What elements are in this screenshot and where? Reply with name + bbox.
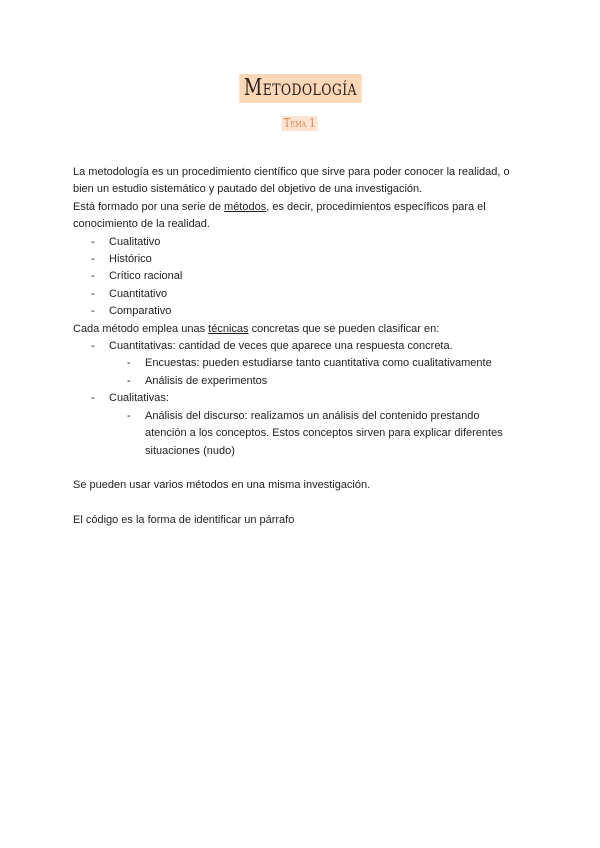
- techniques-list: [73, 338, 533, 460]
- method-label: Cualitativo: [109, 235, 161, 248]
- spacer: [73, 460, 533, 477]
- list-item: [91, 251, 533, 268]
- method-label: Crítico racional: [109, 270, 183, 283]
- multiple-methods-paragraph: Se pueden usar varios métodos en una misma investigación.: [73, 479, 371, 492]
- methods-paragraph: [73, 199, 533, 216]
- dash-marker: -: [127, 357, 131, 370]
- dash-marker: -: [91, 305, 95, 318]
- quantitative-item: Encuestas: pueden estudiarse tanto cuantitativa como cualitativamente: [145, 357, 492, 370]
- document-body: [73, 164, 533, 530]
- methods-line-2: conocimiento de la realidad.: [73, 218, 210, 231]
- techniques-paragraph: [73, 321, 533, 338]
- quantitative-sublist: [109, 355, 533, 390]
- dash-marker: -: [91, 392, 95, 405]
- methods-list: [73, 234, 533, 321]
- methods-prefix: Está formado por una serie de: [73, 200, 225, 213]
- dash-marker: -: [91, 270, 95, 283]
- list-item: [91, 303, 533, 320]
- method-label: Comparativo: [109, 305, 172, 318]
- techniques-prefix: Cada método emplea unas: [73, 322, 209, 335]
- dash-marker: -: [91, 340, 95, 353]
- subtitle-container: [0, 114, 600, 132]
- list-item: [127, 408, 505, 460]
- techniques-term: técnicas: [208, 322, 249, 335]
- page-subtitle: Tema 1: [282, 116, 318, 131]
- title-container: [0, 74, 600, 103]
- intro-line-2: bien un estudio sistemático y pautado del objetivo de una investigación.: [73, 183, 423, 196]
- intro-line-1: La metodología es un procedimiento científico que sirve para poder conocer la realidad, o: [73, 166, 510, 178]
- qualitative-label: Cualitativas:: [109, 392, 169, 405]
- quantitative-item: Análisis de experimentos: [145, 374, 268, 387]
- list-item: [91, 390, 533, 460]
- dash-marker: -: [91, 287, 95, 300]
- dash-marker: -: [127, 409, 131, 422]
- quantitative-label: Cuantitativas: cantidad de veces que aparece una respuesta concreta.: [109, 340, 453, 353]
- qualitative-sublist: [109, 408, 533, 460]
- method-label: Cuantitativo: [109, 287, 168, 300]
- list-item: [91, 286, 533, 303]
- method-label: Histórico: [109, 253, 152, 266]
- list-item: [91, 234, 533, 251]
- list-item: [127, 355, 533, 372]
- list-item: [91, 268, 533, 285]
- techniques-suffix: concretas que se pueden clasificar en:: [248, 322, 440, 335]
- dash-marker: -: [127, 374, 131, 387]
- dash-marker: -: [91, 235, 95, 248]
- qualitative-item: Análisis del discurso: realizamos un análisis del contenido prestando atención a los conceptos. Estos conceptos sirven para explicar diferentes situaciones (nudo): [145, 409, 503, 457]
- spacer: [73, 495, 533, 512]
- list-item: [91, 338, 533, 390]
- code-paragraph: El código es la forma de identificar un párrafo: [73, 514, 295, 527]
- methods-suffix: , es decir, procedimientos específicos para el: [266, 200, 486, 213]
- list-item: [127, 373, 533, 390]
- methods-term: métodos: [224, 200, 267, 213]
- page-title: Metodología: [239, 74, 361, 103]
- dash-marker: -: [91, 253, 95, 266]
